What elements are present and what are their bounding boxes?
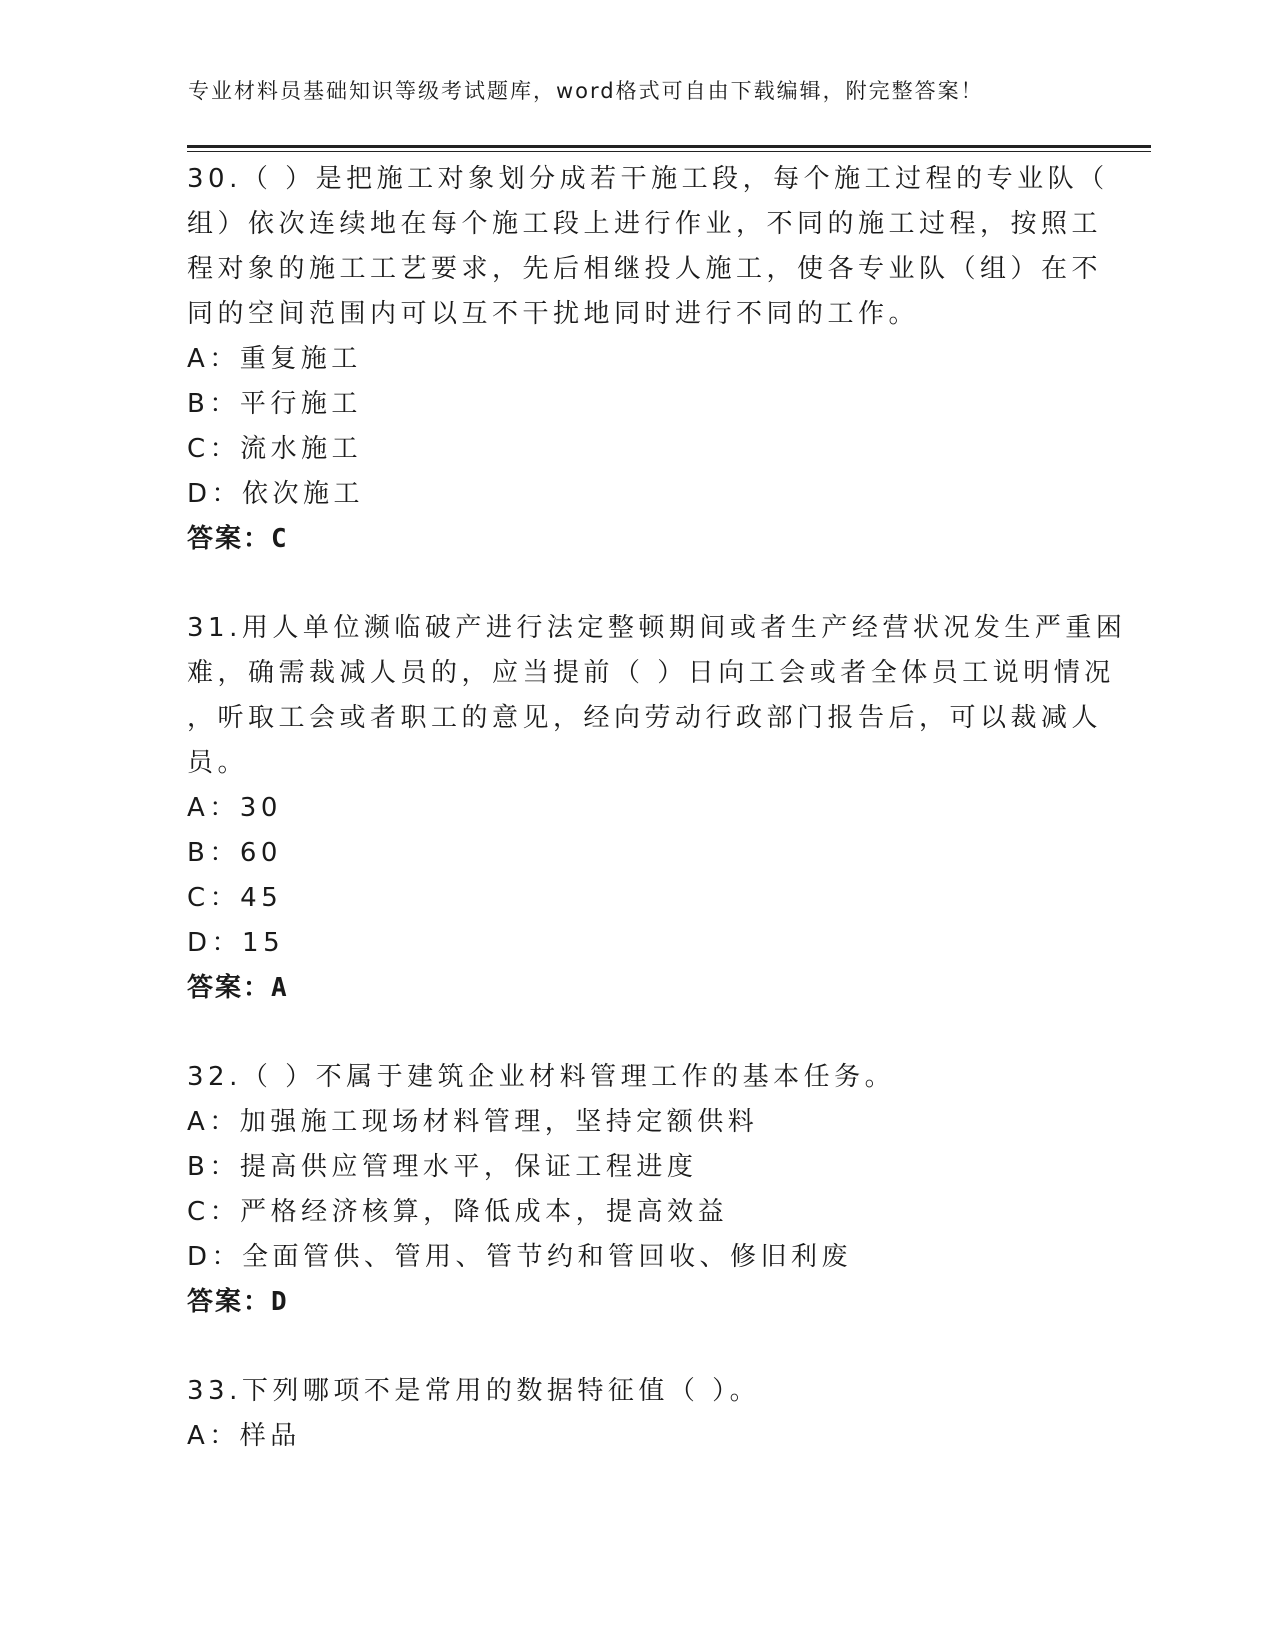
option-b: B：提高供应管理水平，保证工程进度: [187, 1152, 698, 1182]
answer-line: 答案：C: [187, 524, 289, 554]
question-text-line: 组）依次连续地在每个施工段上进行作业，不同的施工过程，按照工: [187, 209, 1103, 239]
question-list: [187, 157, 1127, 1503]
question-text-line: 程对象的施工工艺要求，先后相继投人施工，使各专业队（组）在不: [187, 254, 1103, 284]
option-d: D：依次施工: [187, 479, 365, 509]
option-a: A：重复施工: [187, 344, 362, 374]
question-text-line: 员。: [187, 748, 249, 778]
option-d: D：全面管供、管用、管节约和管回收、修旧利废: [187, 1242, 853, 1272]
option-b: B：平行施工: [187, 389, 362, 419]
option-b: B：60: [187, 838, 282, 868]
option-c: C：流水施工: [187, 434, 363, 464]
question-32: [187, 1055, 1087, 1325]
question-text-line: ，听取工会或者职工的意见，经向劳动行政部门报告后，可以裁减人: [187, 703, 1103, 733]
question-text-line: 32.（ ）不属于建筑企业材料管理工作的基本任务。: [187, 1062, 896, 1092]
option-a: A：加强施工现场材料管理，坚持定额供料: [187, 1107, 759, 1137]
question-text-line: 难，确需裁减人员的，应当提前（ ）日向工会或者全体员工说明情况: [187, 658, 1115, 688]
option-c: C：严格经济核算，降低成本，提高效益: [187, 1197, 729, 1227]
question-text-line: 31.用人单位濒临破产进行法定整顿期间或者生产经营状况发生严重困: [187, 613, 1127, 643]
question-text-line: 同的空间范围内可以互不干扰地同时进行不同的工作。: [187, 299, 920, 329]
answer-line: 答案：D: [187, 1287, 289, 1317]
option-c: C：45: [187, 883, 283, 913]
question-text-line: 30.（ ）是把施工对象划分成若干施工段，每个施工过程的专业队（: [187, 164, 1109, 194]
option-d: D：15: [187, 928, 285, 958]
question-33: [187, 1369, 1087, 1459]
answer-line: 答案：A: [187, 973, 289, 1003]
header-rule-thick: [187, 145, 1151, 148]
document-header: 专业材料员基础知识等级考试题库，word格式可自由下载编辑，附完整答案！: [188, 79, 984, 103]
question-text-line: 33.下列哪项不是常用的数据特征值（ ）。: [187, 1376, 761, 1406]
option-a: A：30: [187, 793, 282, 823]
header-rule-thin: [187, 151, 1151, 152]
question-30: [187, 157, 1109, 562]
option-a: A：样品: [187, 1421, 301, 1451]
question-31: [187, 606, 1127, 1011]
